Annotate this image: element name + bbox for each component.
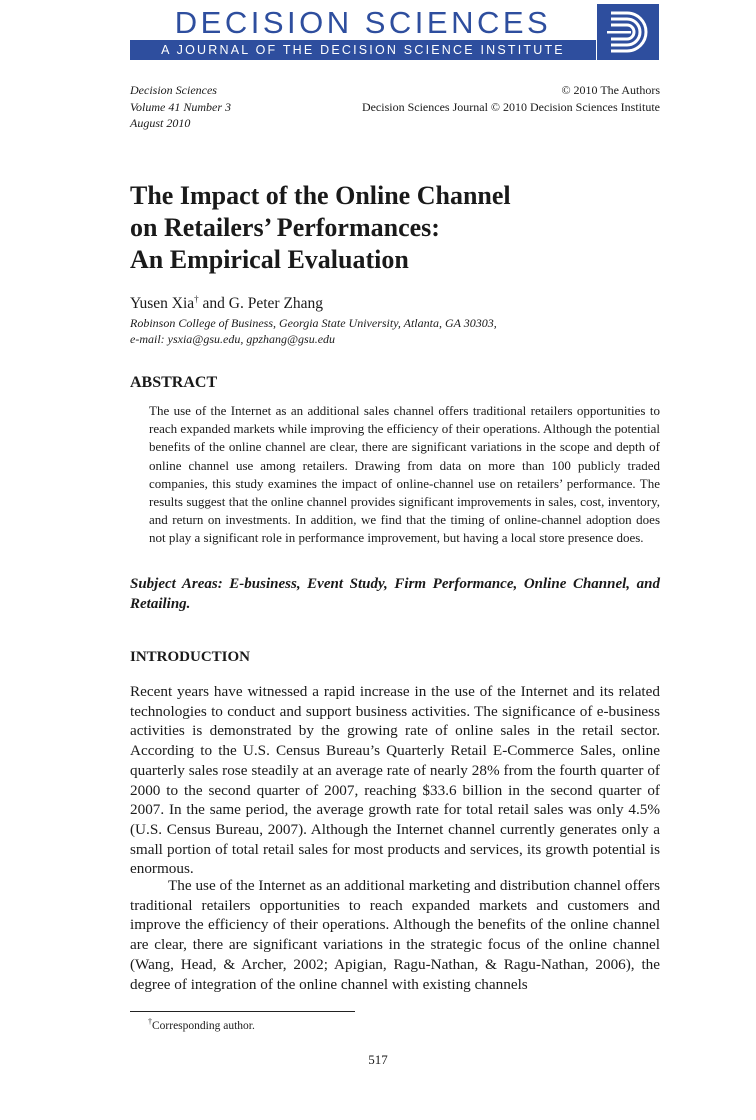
co-author-name: and G. Peter Zhang [198, 295, 324, 313]
body-paragraph: The use of the Internet as an additional marketing and distribution channel offers traditional retailers opportunities to reach expanded markets and customers and improve the efficiency of their operations. Although the benefits of the online channel are clear, there are significant variations in the strategic focus of the online channel (Wang, Head, & Archer, 2002; Apigian, Ragu-Nathan, & Ragu-Nathan, 2006), the degree of integration of the online channel with existing channels [130, 877, 660, 993]
journal-subtitle-bar: A JOURNAL OF THE DECISION SCIENCE INSTITUTE [130, 40, 596, 60]
journal-name: Decision Sciences [130, 83, 217, 97]
issue-date: August 2010 [130, 116, 191, 130]
title-line: on Retailers’ Performances: [130, 213, 440, 242]
journal-title: DECISION SCIENCES [174, 5, 552, 40]
author-name: Yusen Xia [130, 295, 195, 313]
body-paragraph: Recent years have witnessed a rapid increase in the use of the Internet and its related technologies to conduct and support business activities. The significance of e-business activities is demonstrated by the growing rate of online sales in the retail sector. According to the U.S. Census Bureau’s Quarterly Retail E-Commerce Sales, online quarterly sales rose steadily at an average rate of nearly 28% from the fourth quarter of 2000 to the second quarter of 2007, reaching $33.6 billion in the second quarter of 2007. In the same period, the average growth rate for total retail sales was only 4.5% (U.S. Census Bureau, 2007). Although the Internet channel currently generates only a small portion of total retail sales for most products and services, its growth potential is enormous. [130, 683, 660, 878]
issue-info [130, 82, 231, 132]
footnote [148, 1017, 255, 1032]
abstract-text: The use of the Internet as an additional sales channel offers traditional retailers opportunities to reach expanded markets while improving the efficiency of their operations. Although the potential benefits of the online channel are clear, there are significant variations in the scope and depth of online channel use among retailers. Drawing from data on more than 100 publicly traded companies, this study examines the impact of online-channel use on retailers’ performance. The results suggest that the online channel provides significant improvements in sales, cost, inventory, and return on investments. In addition, we find that the timing of online-channel adoption does not play a significant role in performance improvement, but having a local store presence does. [149, 403, 660, 546]
footnote-text: Corresponding author. [152, 1019, 255, 1032]
footnote-mark: † [194, 294, 199, 304]
introduction-heading: INTRODUCTION [130, 649, 251, 665]
page-number: 517 [368, 1052, 388, 1067]
subject-areas: Subject Areas: E-business, Event Study, Firm Performance, Online Channel, and Retailing. [130, 576, 660, 612]
footnote-mark: † [148, 1017, 152, 1026]
volume-number: Volume 41 Number 3 [130, 99, 231, 114]
title-line: An Empirical Evaluation [130, 245, 409, 274]
copyright-info [362, 82, 660, 115]
copyright-authors: © 2010 The Authors [561, 83, 660, 97]
paper-title [130, 180, 650, 276]
ds-logo-icon [597, 4, 659, 60]
footnote-divider [130, 1011, 355, 1012]
author-list [130, 294, 323, 313]
contact-emails: e-mail: ysxia@gsu.edu, gpzhang@gsu.edu [130, 332, 336, 346]
abstract-heading: ABSTRACT [130, 374, 218, 391]
affiliation-line: Robinson College of Business, Georgia State University, Atlanta, GA 30303, [130, 316, 497, 330]
affiliation [130, 315, 497, 347]
copyright-journal: Decision Sciences Journal © 2010 Decision Sciences Institute [361, 99, 660, 114]
title-line: The Impact of the Online Channel [130, 181, 511, 210]
